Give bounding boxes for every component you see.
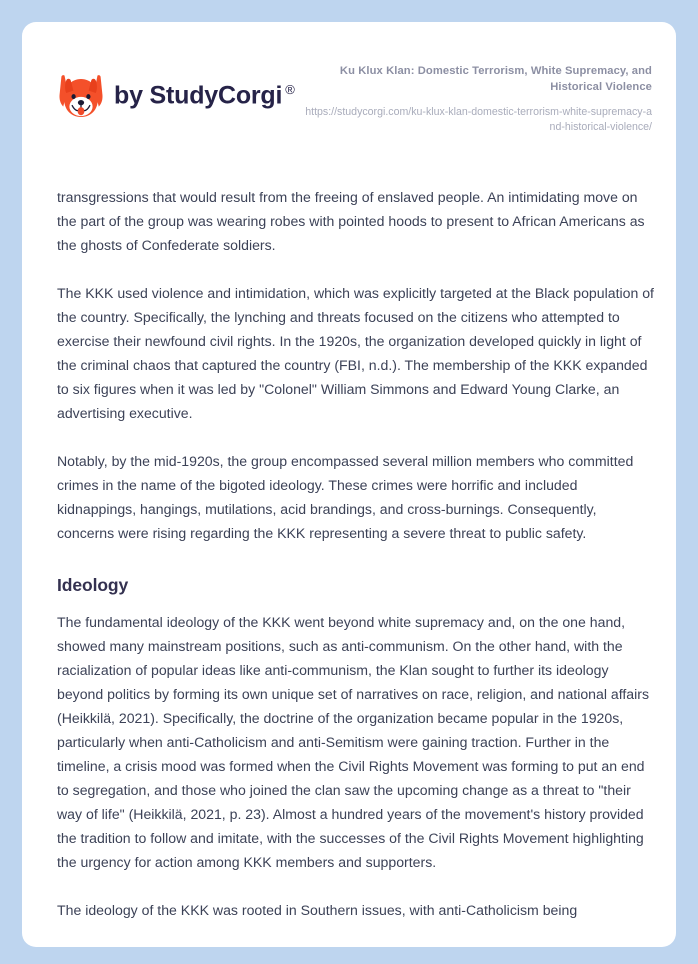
section-heading-ideology: Ideology [57,574,129,595]
document-body [22,185,676,922]
registered-trademark-icon: ® [285,82,295,98]
document-meta [300,62,652,136]
body-paragraph: The KKK used violence and intimidation, which was explicitly targeted at the Black population of the country. Specifically, the lynching and threats focused on the citizens who attempted to exercise their newfound civil rights. In the 1920s, the organization developed quickly in light of the criminal chaos that captured the country (FBI, n.d.). The membership of the KKK expanded to six figures when it was led by "Colonel" William Simmons and Edward Young Clarke, an advertising executive. [57,284,654,421]
source-url[interactable]: https://studycorgi.com/ku-klux-klan-domestic-terrorism-white-supremacy-and-historical-violence/ [305,105,652,134]
body-paragraph: The fundamental ideology of the KKK went beyond white supremacy and, on the one hand, showed many mainstream positions, such as anti-communism. On the other hand, with the racialization of popular ideas like anti-communism, the Klan sought to further its ideology beyond politics by forming its own unique set of narratives on race, religion, and national affairs (Heikkilä, 2021). Specifically, the doctrine of the organization became popular in the 1920s, particularly when anti-Catholicism and anti-Semitism were gaining traction. Further in the timeline, a crisis mood was formed when the Civil Rights Movement was forming to put an end to segregation, and those who joined the clan saw the upcoming change as a threat to "their way of life" (Heikkilä, 2021, p. 23). Almost a hundred years of the movement's history provided the tradition to follow and imitate, with the successes of the Civil Rights Movement highlighting the urgency for action among KKK members and supporters. [57,613,650,870]
brand-name [114,83,295,108]
page-title: Ku Klux Klan: Domestic Terrorism, White Supremacy, and Historical Violence [339,65,652,93]
body-paragraph: Notably, by the mid-1920s, the group encompassed several million members who committed crimes in the name of the bigoted ideology. These crimes were horrific and included kidnappings, hangings, mutilations, acid brandings, and cross-burnings. Consequently, concerns were rising regarding the KKK representing a severe threat to public safety. [57,452,634,541]
document-card [22,22,676,947]
brand-logo[interactable] [58,62,295,120]
corgi-face-icon [58,72,104,120]
body-paragraph-truncated: The ideology of the KKK was rooted in Southern issues, with anti-Catholicism being [57,901,578,918]
document-header [22,22,676,136]
body-paragraph: transgressions that would result from the freeing of enslaved people. An intimidating move on the part of the group was wearing robes with pointed hoods to present to African Americans as the ghosts of Confederate soldiers. [57,188,645,253]
brand-name-text: by StudyCorgi [114,81,283,110]
